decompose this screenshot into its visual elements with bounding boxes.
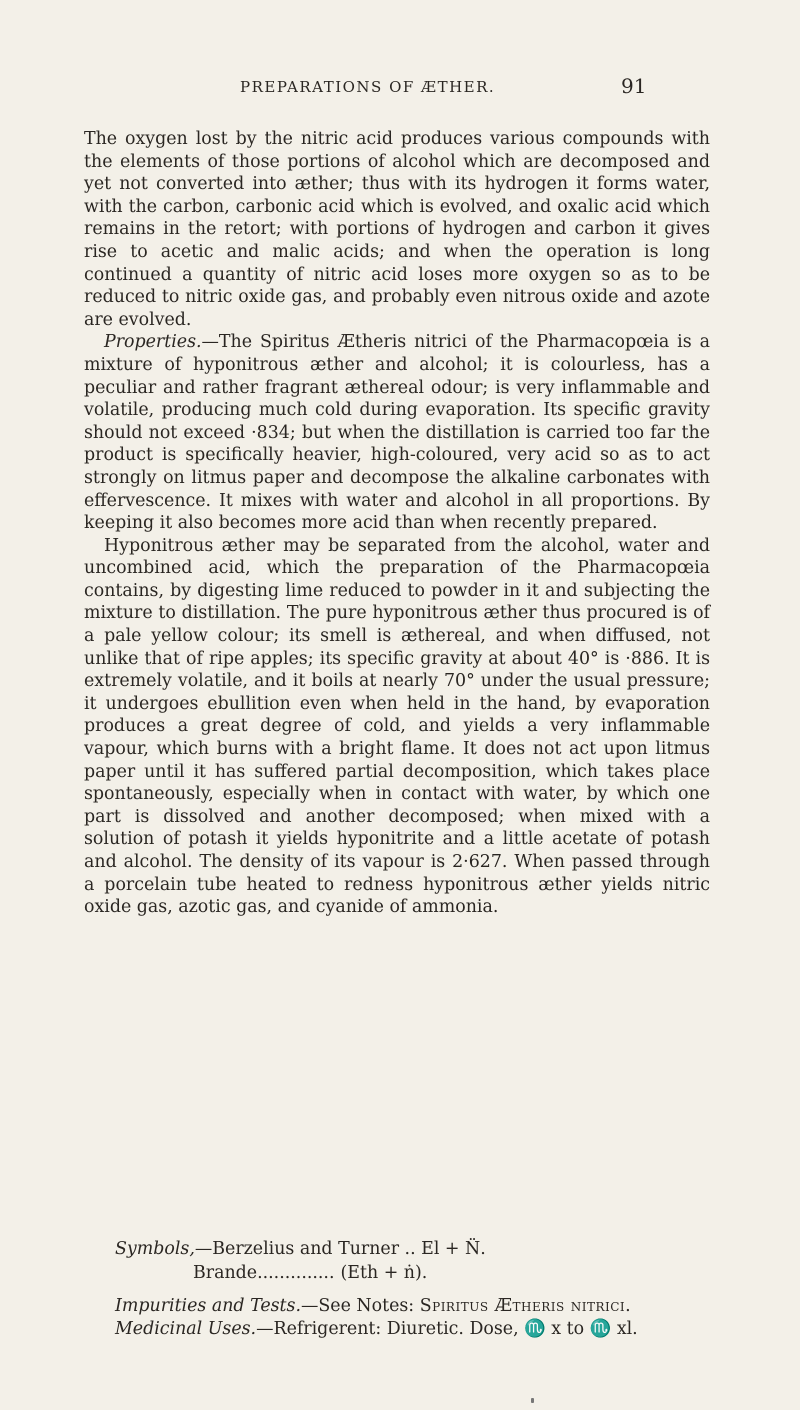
- page-number: 91: [621, 74, 647, 98]
- impurities-row: [115, 1295, 715, 1318]
- impurities-reference: Spiritus Ætheris nitrici.: [419, 1296, 632, 1316]
- paragraph-1: [84, 128, 710, 331]
- notes-block: [115, 1295, 715, 1340]
- symbols-row-berzelius: [115, 1237, 715, 1261]
- symbols-brande-value: (Eth + ṅ).: [340, 1263, 428, 1283]
- symbols-brande-label: Brande: [193, 1263, 258, 1283]
- medicinal-uses-text: —Refrigerent: Diuretic. Dose, ♏ x to ♏ xl.: [256, 1318, 638, 1339]
- impurities-text: —See Notes:: [301, 1296, 420, 1316]
- body-text: [84, 128, 710, 919]
- symbols-row-brande: [115, 1261, 715, 1285]
- impurities-label: Impurities and Tests.: [115, 1296, 301, 1316]
- properties-heading: Properties.: [104, 332, 202, 353]
- medicinal-uses-label: Medicinal Uses.: [115, 1318, 257, 1339]
- symbols-block: [115, 1237, 715, 1285]
- running-title: PREPARATIONS OF ÆTHER.: [240, 78, 496, 96]
- paragraph-1-text: The oxygen lost by the nitric acid produces various compounds with the elements of those portions of alcohol which are decomposed and yet not converted into æther; thus with its hydrogen it forms water, with the carbon, carbonic acid which is evolved, and oxalic acid which remains in the retort; with portions of hydrogen and carbon it gives rise to acetic and malic acids; and when the operation is long continued a quantity of nitric acid loses more oxygen so as to be reduced to nitric oxide gas, and probably even nitrous oxide and azote are evolved.: [84, 129, 710, 330]
- paragraph-3: [84, 535, 710, 919]
- paragraph-2-text: —The Spiritus Ætheris nitrici of the Pharmacopœia is a mixture of hyponitrous æther and alcohol; it is colourless, has a peculiar and rather fragrant æthereal odour; is very inflammable and volatile, producing much cold during evaporation. Its specific gravity should not exceed ·834; but when the distillation is carried too far the product is specifically heavier, high-coloured, very acid so as to act strongly on litmus paper and decompose the alkaline carbonates with effervescence. It mixes with water and alcohol in all proportions. By keeping it also becomes more acid than when recently prepared.: [84, 332, 710, 534]
- symbols-berzelius: —Berzelius and Turner .. El + N̈.: [194, 1239, 486, 1259]
- paragraph-2: [84, 331, 710, 534]
- paragraph-3-text: Hyponitrous æther may be separated from the alcohol, water and uncombined acid, which the preparation of the Pharmacopœia contains, by digesting lime reduced to powder in it and subjecting the mixture to distillation. The pure hyponitrous æther thus procured is of a pale yellow colour; its smell is æthereal, and when diffused, not unlike that of ripe apples; its specific gravity at about 40° is ·886. It is extremely volatile, and it boils at nearly 70° under the usual pressure; it undergoes ebullition even when held in the hand, by evaporation produces a great degree of cold, and yields a very inflammable vapour, which burns with a bright flame. It does not act upon litmus paper until it has suffered partial decomposition, which takes place spontaneously, especially when in contact with water, by which one part is dissolved and another decomposed; when mixed with a solution of potash it yields hyponitrite and a little acetate of potash and alcohol. The density of its vapour is 2·627. When passed through a porcelain tube heated to redness hyponitrous æther yields nitric oxide gas, azotic gas, and cyanide of ammonia.: [84, 535, 710, 918]
- ink-speck: [531, 1398, 534, 1403]
- symbols-brande-dots: ..............: [257, 1263, 335, 1283]
- medicinal-uses-row: [115, 1318, 715, 1341]
- symbols-label: Symbols,: [115, 1239, 195, 1259]
